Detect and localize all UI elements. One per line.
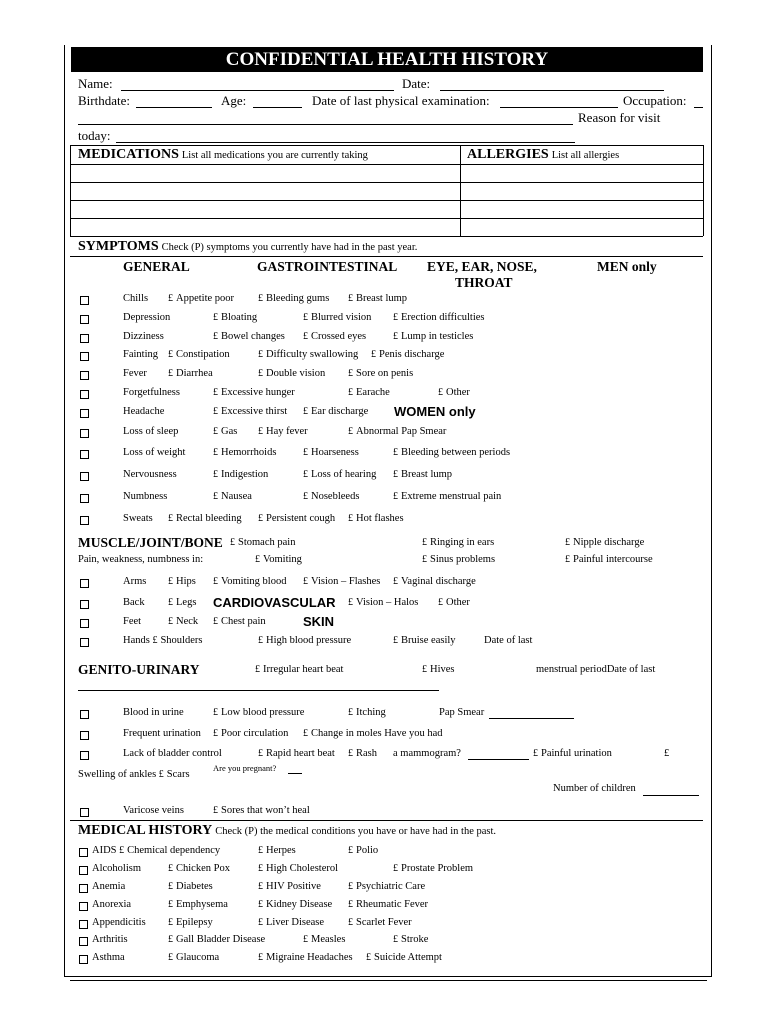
birthdate-field[interactable] xyxy=(136,107,212,108)
form-title: CONFIDENTIAL HEALTH HISTORY xyxy=(71,47,703,72)
symptom-abnormal-pap[interactable]: £ Abnormal Pap Smear xyxy=(348,426,447,437)
history-migraine[interactable]: £ Migraine Headaches xyxy=(258,952,353,963)
number-children-label: Number of children xyxy=(553,783,636,794)
symptom-gas[interactable]: £ Gas xyxy=(213,426,238,437)
history-psych[interactable]: £ Psychiatric Care xyxy=(348,881,426,892)
skin-header: SKIN xyxy=(303,614,335,629)
checkbox[interactable] xyxy=(79,884,88,893)
symptom-legs[interactable]: £ Legs xyxy=(168,597,197,608)
symptom-nervousness: Nervousness xyxy=(123,469,177,480)
symptom-nausea[interactable]: £ Nausea xyxy=(213,491,252,502)
date-label: Date: xyxy=(402,76,431,91)
history-epilepsy[interactable]: £ Epilepsy xyxy=(168,917,213,928)
symptom-earache[interactable]: £ Earache xyxy=(348,387,390,398)
symptom-loss-weight: Loss of weight xyxy=(123,447,186,458)
history-herpes[interactable]: £ Herpes xyxy=(258,845,296,856)
date-of-last-label: Date of last xyxy=(484,635,533,646)
symptom-bruise[interactable]: £ Bruise easily xyxy=(393,635,456,646)
allergies-heading: ALLERGIES List all allergies xyxy=(467,147,620,162)
name-label: Name: xyxy=(78,76,113,91)
symptom-stomach-pain[interactable]: £ Stomach pain xyxy=(230,537,296,548)
history-rule xyxy=(70,820,703,821)
symptom-other2[interactable]: £ Other xyxy=(438,597,470,608)
symptom-change-moles[interactable]: £ Change in moles Have you had xyxy=(303,728,443,739)
symptom-sores[interactable]: £ Sores that won’t heal xyxy=(213,805,310,816)
page-bottom-rule xyxy=(70,980,707,981)
symptom-hemorrhoids[interactable]: £ Hemorrhoids xyxy=(213,447,277,458)
symptom-neck[interactable]: £ Neck xyxy=(168,616,199,627)
allergy-row[interactable] xyxy=(461,201,703,218)
eye-header: EYE, EAR, NOSE, xyxy=(427,259,537,274)
history-polio[interactable]: £ Polio xyxy=(348,845,379,856)
reason-field[interactable] xyxy=(116,142,575,143)
occupation-field-line2[interactable] xyxy=(78,124,573,125)
symptom-diff-swallowing[interactable]: £ Difficulty swallowing xyxy=(258,349,359,360)
symptom-rash[interactable]: £ Rash xyxy=(348,748,377,759)
symptom-hoarseness[interactable]: £ Hoarseness xyxy=(303,447,359,458)
symptom-crossed-eyes[interactable]: £ Crossed eyes xyxy=(303,331,367,342)
symptom-vomiting[interactable]: £ Vomiting xyxy=(255,554,302,565)
symptom-painful-intercourse[interactable]: £ Painful intercourse xyxy=(565,554,653,565)
allergy-row[interactable] xyxy=(461,219,703,236)
symptom-other[interactable]: £ Other xyxy=(438,387,470,398)
checkbox[interactable] xyxy=(80,579,89,588)
trailing-check[interactable]: £ xyxy=(664,748,670,759)
symptom-diarrhea[interactable]: £ Diarrhea xyxy=(168,368,213,379)
symptom-frequent-urination: Frequent urination xyxy=(123,728,201,739)
symptom-irregular-heart[interactable]: £ Irregular heart beat xyxy=(255,664,344,675)
symptom-ear-discharge[interactable]: £ Ear discharge xyxy=(303,406,369,417)
symptom-chills: Chills xyxy=(123,293,149,304)
symptom-double-vision[interactable]: £ Double vision xyxy=(258,368,326,379)
symptom-appetite-poor[interactable]: £ Appetite poor xyxy=(168,293,235,304)
symptom-indigestion[interactable]: £ Indigestion xyxy=(213,469,269,480)
women-header: WOMEN only xyxy=(394,404,476,419)
symptom-rapid-heart[interactable]: £ Rapid heart beat xyxy=(258,748,335,759)
pap-smear-field[interactable] xyxy=(489,718,574,719)
history-emphysema[interactable]: £ Emphysema xyxy=(168,899,228,910)
allergy-row[interactable] xyxy=(461,165,703,182)
checkbox[interactable] xyxy=(80,296,89,305)
checkbox[interactable] xyxy=(80,600,89,609)
general-header: GENERAL xyxy=(123,259,190,274)
symptom-dizziness: Dizziness xyxy=(123,331,164,342)
table-top-rule xyxy=(70,145,703,146)
symptom-forgetfulness: Forgetfulness xyxy=(123,387,180,398)
history-stroke[interactable]: £ Stroke xyxy=(393,934,429,945)
symptom-painful-urination[interactable]: £ Painful urination xyxy=(533,748,612,759)
symptom-varicose: Varicose veins xyxy=(123,805,184,816)
symptoms-rule xyxy=(70,256,703,257)
symptom-numbness: Numbness xyxy=(123,491,168,502)
symptom-blurred-vision[interactable]: £ Blurred vision xyxy=(303,312,372,323)
age-label: Age: xyxy=(221,93,247,108)
checkbox[interactable] xyxy=(79,848,88,857)
symptom-bowel[interactable]: £ Bowel changes xyxy=(213,331,285,342)
checkbox[interactable] xyxy=(80,315,89,324)
symptom-hot-flashes[interactable]: £ Hot flashes xyxy=(348,513,404,524)
symptom-bleeding-gums[interactable]: £ Bleeding gums xyxy=(258,293,330,304)
symptom-depression: Depression xyxy=(123,312,171,323)
history-anemia: Anemia xyxy=(92,881,126,892)
checkbox[interactable] xyxy=(80,494,89,503)
history-high-chol[interactable]: £ High Cholesterol xyxy=(258,863,339,874)
history-arthritis: Arthritis xyxy=(92,934,128,945)
number-children-field[interactable] xyxy=(643,795,699,796)
symptom-nipple-discharge[interactable]: £ Nipple discharge xyxy=(565,537,645,548)
checkbox[interactable] xyxy=(80,731,89,740)
symptom-persistent-cough[interactable]: £ Persistent cough xyxy=(258,513,336,524)
occupation-field[interactable] xyxy=(694,107,703,108)
checkbox[interactable] xyxy=(80,710,89,719)
reason-label: Reason for visit xyxy=(578,110,661,125)
symptom-hay-fever[interactable]: £ Hay fever xyxy=(258,426,308,437)
symptom-vomiting-blood[interactable]: £ Vomiting blood xyxy=(213,576,287,587)
medication-row[interactable] xyxy=(71,219,460,236)
history-measles[interactable]: £ Measles xyxy=(303,934,346,945)
checkbox[interactable] xyxy=(80,450,89,459)
table-bottom-rule xyxy=(70,236,703,237)
symptom-high-bp[interactable]: £ High blood pressure xyxy=(258,635,352,646)
history-rheumatic[interactable]: £ Rheumatic Fever xyxy=(348,899,429,910)
symptom-fever: Fever xyxy=(123,368,147,379)
symptom-erection[interactable]: £ Erection difficulties xyxy=(393,312,485,323)
symptom-poor-circulation[interactable]: £ Poor circulation xyxy=(213,728,289,739)
symptom-blood-urine: Blood in urine xyxy=(123,707,184,718)
menstrual-period-field[interactable] xyxy=(78,690,439,691)
checkbox[interactable] xyxy=(79,902,88,911)
symptom-bloating[interactable]: £ Bloating xyxy=(213,312,258,323)
today-label: today: xyxy=(78,128,111,143)
history-asthma: Asthma xyxy=(92,952,125,963)
symptom-rectal-bleeding[interactable]: £ Rectal bleeding xyxy=(168,513,242,524)
symptom-sore-penis[interactable]: £ Sore on penis xyxy=(348,368,414,379)
symptom-breast-lump-w[interactable]: £ Breast lump xyxy=(393,469,453,480)
history-suicide[interactable]: £ Suicide Attempt xyxy=(366,952,442,963)
symptom-headache: Headache xyxy=(123,406,165,417)
checkbox[interactable] xyxy=(80,808,89,817)
symptom-lump-testicles[interactable]: £ Lump in testicles xyxy=(393,331,474,342)
checkbox[interactable] xyxy=(80,371,89,380)
symptom-low-bp[interactable]: £ Low blood pressure xyxy=(213,707,305,718)
history-kidney[interactable]: £ Kidney Disease xyxy=(258,899,333,910)
checkbox[interactable] xyxy=(80,429,89,438)
pregnant-field[interactable] xyxy=(288,773,302,774)
genito-header: GENITO-URINARY xyxy=(78,662,200,677)
last-physical-field[interactable] xyxy=(500,107,618,108)
checkbox[interactable] xyxy=(80,638,89,647)
checkbox[interactable] xyxy=(80,751,89,760)
symptom-excessive-hunger[interactable]: £ Excessive hunger xyxy=(213,387,295,398)
checkbox[interactable] xyxy=(80,390,89,399)
throat-header: THROAT xyxy=(455,275,513,290)
last-physical-label: Date of last physical examination: xyxy=(312,93,490,108)
symptom-hips[interactable]: £ Hips xyxy=(168,576,196,587)
pregnant-label: Are you pregnant? xyxy=(213,763,277,773)
name-field[interactable] xyxy=(121,90,394,91)
history-alcoholism: Alcoholism xyxy=(92,863,141,874)
symptom-sinus[interactable]: £ Sinus problems xyxy=(422,554,496,565)
history-gall-bladder[interactable]: £ Gall Bladder Disease xyxy=(168,934,266,945)
symptom-vision-flashes[interactable]: £ Vision – Flashes xyxy=(303,576,381,587)
checkbox[interactable] xyxy=(80,516,89,525)
symptom-swelling-ankles[interactable]: Swelling of ankles £ Scars xyxy=(78,769,190,780)
symptom-penis-discharge[interactable]: £ Penis discharge xyxy=(371,349,445,360)
pain-note: Pain, weakness, numbness in: xyxy=(78,554,204,565)
symptom-fainting: Fainting xyxy=(123,349,159,360)
medication-row[interactable] xyxy=(71,201,460,218)
medication-row[interactable] xyxy=(71,165,460,182)
symptom-loss-hearing[interactable]: £ Loss of hearing xyxy=(303,469,377,480)
checkbox[interactable] xyxy=(80,334,89,343)
symptom-constipation[interactable]: £ Constipation xyxy=(168,349,230,360)
symptom-arms: Arms xyxy=(123,576,147,587)
symptom-back: Back xyxy=(123,597,145,608)
men-header: MEN only xyxy=(597,259,657,274)
symptom-breast-lump[interactable]: £ Breast lump xyxy=(348,293,408,304)
history-chicken-pox[interactable]: £ Chicken Pox xyxy=(168,863,230,874)
symptom-chest-pain[interactable]: £ Chest pain xyxy=(213,616,266,627)
symptom-excessive-thirst[interactable]: £ Excessive thirst xyxy=(213,406,288,417)
pap-smear-label: Pap Smear xyxy=(439,707,485,718)
mammogram-label: a mammogram? xyxy=(393,748,461,759)
symptom-sweats: Sweats xyxy=(123,513,153,524)
history-prostate[interactable]: £ Prostate Problem xyxy=(393,863,474,874)
checkbox[interactable] xyxy=(79,920,88,929)
checkbox[interactable] xyxy=(80,409,89,418)
muscle-header: MUSCLE/JOINT/BONE xyxy=(78,535,223,550)
symptom-ringing-ears[interactable]: £ Ringing in ears xyxy=(422,537,495,548)
checkbox[interactable] xyxy=(80,619,89,628)
cardio-header: CARDIOVASCULAR xyxy=(213,595,336,610)
allergy-row[interactable] xyxy=(461,183,703,200)
age-field[interactable] xyxy=(253,107,302,108)
checkbox[interactable] xyxy=(79,937,88,946)
symptom-nosebleeds[interactable]: £ Nosebleeds xyxy=(303,491,360,502)
history-glaucoma[interactable]: £ Glaucoma xyxy=(168,952,220,963)
history-aids[interactable]: AIDS £ Chemical dependency xyxy=(92,845,221,856)
date-field[interactable] xyxy=(440,90,664,91)
mammogram-field[interactable] xyxy=(468,759,529,760)
symptom-feet: Feet xyxy=(123,616,142,627)
symptoms-heading: SYMPTOMS Check (P) symptoms you currently have had in the past year. xyxy=(78,239,418,254)
occupation-label: Occupation: xyxy=(623,93,687,108)
birthdate-label: Birthdate: xyxy=(78,93,130,108)
history-scarlet[interactable]: £ Scarlet Fever xyxy=(348,917,412,928)
table-right-rule xyxy=(703,145,704,236)
symptom-loss-sleep: Loss of sleep xyxy=(123,426,179,437)
gastro-header: GASTROINTESTINAL xyxy=(257,259,398,274)
checkbox[interactable] xyxy=(80,352,89,361)
symptom-lack-bladder: Lack of bladder control xyxy=(123,748,222,759)
history-appendicitis: Appendicitis xyxy=(92,917,146,928)
symptom-vision-halos[interactable]: £ Vision – Halos xyxy=(348,597,419,608)
medical-history-heading: MEDICAL HISTORY Check (P) the medical conditions you have or have had in the past. xyxy=(78,823,497,838)
symptom-hives[interactable]: £ Hives xyxy=(422,664,455,675)
checkbox[interactable] xyxy=(79,955,88,964)
checkbox[interactable] xyxy=(79,866,88,875)
menstrual-period-label: menstrual periodDate of last xyxy=(536,664,656,675)
symptom-itching[interactable]: £ Itching xyxy=(348,707,386,718)
history-diabetes[interactable]: £ Diabetes xyxy=(168,881,213,892)
symptom-vaginal-discharge[interactable]: £ Vaginal discharge xyxy=(393,576,476,587)
medications-heading: MEDICATIONS List all medications you are currently taking xyxy=(78,147,368,162)
checkbox[interactable] xyxy=(80,472,89,481)
history-hiv[interactable]: £ HIV Positive xyxy=(258,881,321,892)
symptom-bleeding-periods[interactable]: £ Bleeding between periods xyxy=(393,447,511,458)
symptom-extreme-menstrual[interactable]: £ Extreme menstrual pain xyxy=(393,491,502,502)
medication-row[interactable] xyxy=(71,183,460,200)
symptom-hands[interactable]: Hands £ Shoulders xyxy=(123,635,203,646)
history-liver[interactable]: £ Liver Disease xyxy=(258,917,325,928)
history-anorexia: Anorexia xyxy=(92,899,132,910)
